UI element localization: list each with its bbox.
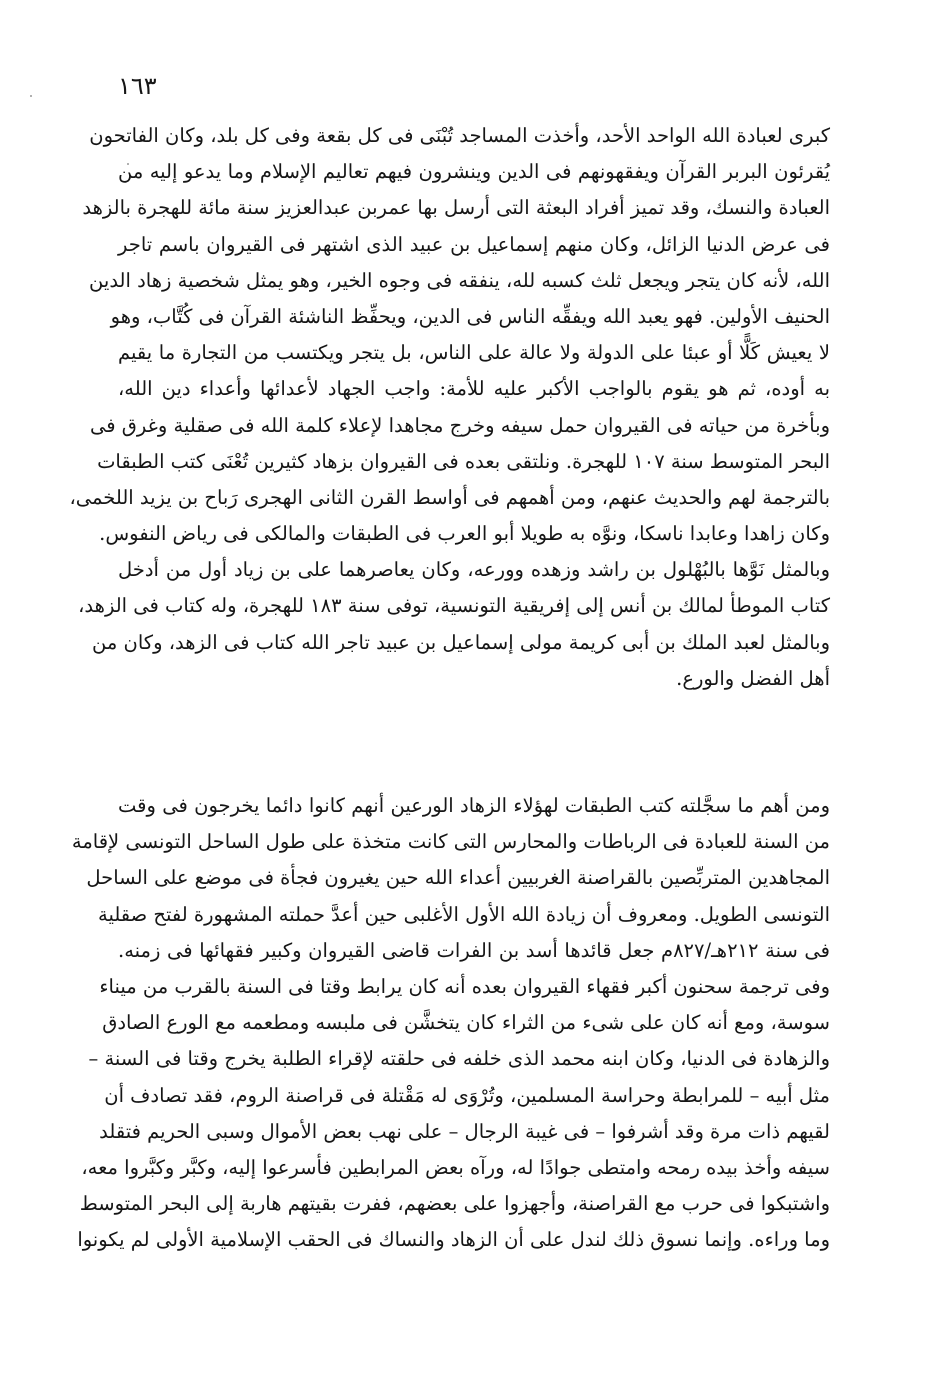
text-line: وما وراءه. وإنما نسوق ذلك لندل على أن الزهاد والنساك فى الحقب الإسلامية الأولى لم يكونوا xyxy=(77,1228,830,1252)
text-line: لقيهم ذات مرة وقد أشرفوا – فى غيبة الرجال – على نهب بعض الأموال وسبى الحريم فتقلد xyxy=(99,1119,830,1143)
text-line: من السنة للعبادة فى الرباطات والمحارس التى كانت متخذة على طول الساحل التونسى لإقامة xyxy=(71,830,830,854)
text-line: وبالمثل نَوَّها بالبُهْلول بن راشد وزهده وورعه، وكان يعاصرهما على بن زياد أول من أدخل xyxy=(118,558,830,582)
text-line: مثل أبيه – للمرابطة وحراسة المسلمين، وتُرْوَى له مَقْتلة فى قراصنة الروم، فقد تصادف أن xyxy=(104,1083,830,1107)
text-line: لا يعيش كَلًّا أو عبئا على الدولة ولا عالة على الناس، بل يتجر ويكتسب من التجارة ما يقيم xyxy=(118,341,830,365)
text-line: العبادة والنسك، وقد تميز أفراد البعثة التى أرسل بها عمربن عبدالعزيز سنة مائة للهجرة بالزهد xyxy=(82,196,830,220)
text-line: كتاب الموطأ لمالك بن أنس إلى إفريقية التونسية، توفى سنة ١٨٣ للهجرة، وله كتاب فى الزهد، xyxy=(78,594,830,618)
text-line: كبرى لعبادة الله الواحد الأحد، وأخذت المساجد تُبْنَى فى كل بقعة وفى كل بلد، وكان الفاتحون xyxy=(89,124,830,147)
text-line: ومن أهم ما سجَّلته كتب الطبقات لهؤلاء الزهاد الورعين أنهم كانوا دائما يخرجون فى وقت xyxy=(118,794,830,817)
text-line: به أوده، ثم هو يقوم بالواجب الأكبر عليه للأمة: واجب الجهاد لأعدائها وأعداء دين الله، xyxy=(118,377,830,401)
paragraph-1 xyxy=(69,118,830,697)
paragraph-2 xyxy=(71,788,830,1258)
text-line: وبأخرة من حياته فى القيروان حمل سيفه وخرج مجاهدا لإعلاء كلمة الله فى صقلية وغرق فى xyxy=(90,413,830,437)
text-line: وبالمثل لعبد الملك بن أبى كريمة مولى إسماعيل بن عبيد تاجر الله كتاب فى الزهد، وكان من xyxy=(92,630,830,654)
text-line: سيفه وأخذ بيده رمحه وامتطى جوادًا له، ورآه بعض المرابطين فأسرعوا إليه، وكبَّر وكبَّروا معه، xyxy=(81,1155,830,1179)
text-line: فى سنة ٢١٢هـ/٨٢٧م جعل قائدها أسد بن الفرات قاضى القيروان وكبير فقهائها فى زمنه. xyxy=(118,938,830,962)
text-line: الحنيف الأولين. فهو يعبد الله ويفقِّه الناس فى الدين، ويحفِّظ الناشئة القرآن فى كُتَّاب، وهو xyxy=(110,304,830,328)
text-line: والزهادة فى الدنيا، وكان ابنه محمد الذى خلفه فى حلقته لإقراء الطلبة يخرج وقتا فى السنة – xyxy=(88,1047,830,1071)
text-line: أهل الفضل والورع. xyxy=(676,666,830,690)
text-line: وفى ترجمة سحنون أكبر فقهاء القيروان بعده أنه كان يرابط وقتا فى السنة بالقرب من ميناء xyxy=(99,974,830,998)
text-line: المجاهدين المتربِّصين بالقراصنة الغربيين أعداء الله حين يغيرون فجأة فى موضع على الساحل xyxy=(86,866,830,890)
text-line: البحر المتوسط سنة ١٠٧ للهجرة. ونلتقى بعده فى القيروان بزهاد كثيرين تُعْنَى كتب الطبقات xyxy=(97,449,830,473)
text-line: يُقرئون البربر القرآن ويفقهونهم فى الدين وينشرون فيهم تعاليم الإسلام وما يدعو إليه من xyxy=(118,160,830,184)
text-line: التونسى الطويل. ومعروف أن زيادة الله الأول الأغلبى حين أعدَّ حملته المشهورة لفتح صقلية xyxy=(97,902,830,926)
text-line: بالترجمة لهم والحديث عنهم، ومن أهمهم فى أواسط القرن الثانى الهجرى رَباح بن يزيد اللخمى، xyxy=(69,485,830,509)
text-line: وكان زاهدا وعابدا ناسكا، ونوَّه به طويلا أبو العرب فى الطبقات والمالكى فى رياض النفوس. xyxy=(99,522,830,546)
scan-speck xyxy=(30,95,32,97)
text-line: سوسة، ومع أنه كان على شىء من الثراء كان يتخشَّن فى ملبسه ومطعمه مع الورع الصادق xyxy=(102,1011,830,1035)
text-line: فى عرض الدنيا الزائل، وكان منهم إسماعيل بن عبيد الذى اشتهر فى القيروان باسم تاجر xyxy=(118,232,830,256)
text-line: الله، لأنه كان يتجر ويجعل ثلث كسبه لله، ينفقه فى وجوه الخير، وهو يمثل شخصية زهاد الدين xyxy=(89,268,830,292)
page-number: ١٦٣ xyxy=(118,72,157,100)
text-line: واشتبكوا فى حرب مع القراصنة، وأجهزوا على بعضهم، ففرت بقيتهم هاربة إلى البحر المتوسط xyxy=(79,1192,830,1216)
